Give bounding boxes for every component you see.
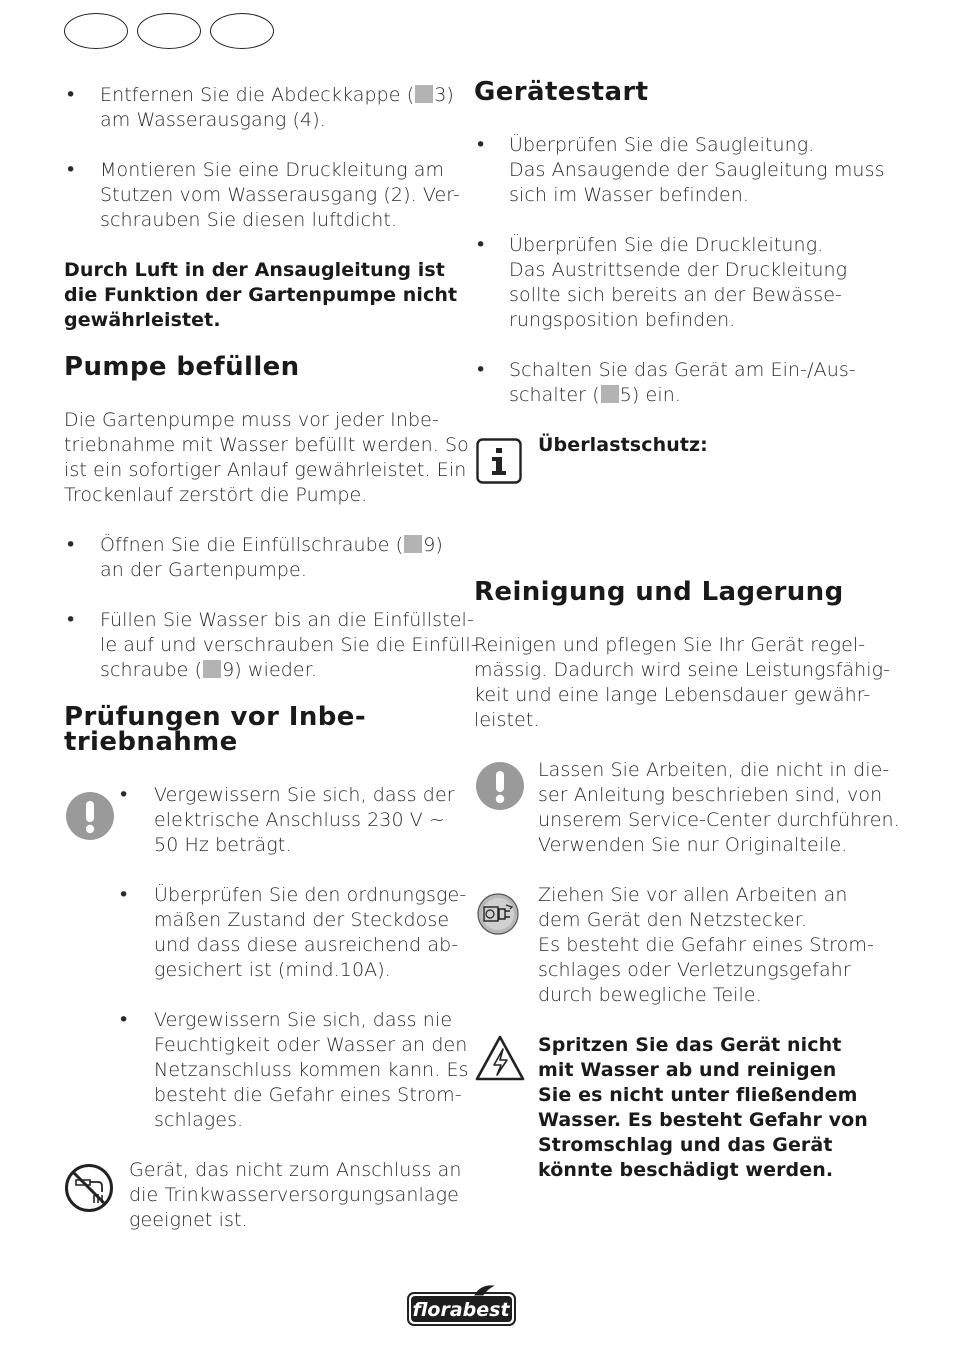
text: ist ein sofortiger Anlauf gewährleistet. Ein: [64, 459, 467, 481]
text: mit Wasser ab und reinigen: [538, 1059, 837, 1081]
text: und dass diese ausreichend ab-: [154, 934, 459, 956]
bullet-fill-water: [100, 608, 478, 683]
overload-protection-label: Überlastschutz:: [538, 434, 708, 456]
bullet-dot: •: [118, 884, 130, 906]
language-oval-2: [137, 13, 201, 49]
figure-ref-box: [601, 385, 619, 403]
text: keit und eine lange Lebensdauer gewähr-: [474, 684, 871, 706]
text: 3): [434, 84, 454, 106]
text: rungsposition befinden.: [509, 309, 736, 331]
text: Wasser. Es besteht Gefahr von: [538, 1109, 868, 1131]
text: Montieren Sie eine Druckleitung am: [100, 159, 445, 181]
text: leistet.: [474, 709, 540, 731]
text: besteht die Gefahr eines Strom-: [154, 1084, 462, 1106]
text: Überprüfen Sie die Druckleitung.: [509, 234, 824, 256]
figure-ref-box: [404, 535, 422, 553]
bullet-moisture: [154, 1008, 469, 1133]
bullet-dot: •: [118, 1009, 130, 1031]
text: Netzanschluss kommen kann. Es: [154, 1059, 469, 1081]
text: schraube (: [100, 659, 203, 681]
text: 5) ein.: [619, 384, 682, 406]
bullet-mount-pressure-line: [100, 158, 460, 233]
language-oval-3: [210, 13, 274, 49]
bullet-dot: •: [475, 359, 487, 381]
text: gesichert ist (mind.10A).: [154, 959, 391, 981]
text: Überprüfen Sie den ordnungsge-: [154, 884, 467, 906]
pumpe-paragraph: [64, 408, 469, 508]
bullet-switch-on: [509, 358, 856, 408]
text: schlages oder Verletzungsgefahr: [538, 959, 851, 981]
text: Reinigen und pflegen Sie Ihr Gerät regel-: [474, 634, 866, 656]
text: Stutzen vom Wasserausgang (2). Ver-: [100, 184, 460, 206]
bullet-dot: •: [475, 234, 487, 256]
text: Sie es nicht unter fließendem: [538, 1084, 858, 1106]
bullet-remove-cap: [100, 83, 454, 133]
text: Schalten Sie das Gerät am Ein-/Aus-: [509, 359, 856, 381]
text: schlages.: [154, 1109, 244, 1131]
text: mäßen Zustand der Steckdose: [154, 909, 450, 931]
figure-ref-box: [203, 660, 221, 678]
text: Entfernen Sie die Abdeckkappe (: [100, 84, 415, 106]
text: die Funktion der Gartenpumpe nicht: [64, 284, 458, 306]
bullet-dot: •: [65, 84, 77, 106]
electric-hazard-icon: [474, 1034, 526, 1082]
text: schrauben Sie diesen luftdicht.: [100, 209, 398, 231]
text: durch bewegliche Teile.: [538, 984, 762, 1006]
text: Durch Luft in der Ansaugleitung ist: [64, 259, 445, 281]
text: Das Austrittsende der Druckleitung: [509, 259, 848, 281]
bold-air-note: [64, 258, 457, 333]
bullet-dot: •: [118, 784, 130, 806]
text: Es besteht die Gefahr eines Strom-: [538, 934, 874, 956]
text: sollte sich bereits an der Bewässe-: [509, 284, 842, 306]
unplug-icon: [477, 893, 519, 935]
language-oval-1: [64, 13, 128, 49]
text: triebnahme mit Wasser befüllt werden. So: [64, 434, 469, 456]
bullet-dot: •: [65, 534, 77, 556]
florabest-logo: [407, 1285, 517, 1327]
exclamation-icon: [66, 792, 114, 840]
text: Vergewissern Sie sich, dass der: [154, 784, 455, 806]
reinigung-paragraph: [474, 633, 890, 733]
bullet-dot: •: [65, 609, 77, 631]
text: Feuchtigkeit oder Wasser an den: [154, 1034, 468, 1056]
unplug-warning: [538, 883, 874, 1008]
text: am Wasserausgang (4).: [100, 109, 326, 131]
bullet-dot: •: [65, 159, 77, 181]
text: dem Gerät den Netzstecker.: [538, 909, 808, 931]
water-spray-warning: [538, 1033, 868, 1183]
text: 9): [423, 534, 443, 556]
exclamation-icon: [476, 762, 524, 810]
text: unserem Service-Center durchführen.: [538, 809, 900, 831]
text: Füllen Sie Wasser bis an die Einfüllstel-: [100, 609, 474, 631]
text: Verwenden Sie nur Originalteile.: [538, 834, 848, 856]
text: geeignet ist.: [129, 1209, 248, 1231]
text: könnte beschädigt werden.: [538, 1159, 834, 1181]
text: Prüfungen vor Inbe-: [64, 702, 367, 732]
text: 9) wieder.: [222, 659, 317, 681]
bullet-check-voltage: [154, 783, 455, 858]
text: Spritzen Sie das Gerät nicht: [538, 1034, 842, 1056]
text: Ziehen Sie vor allen Arbeiten an: [538, 884, 848, 906]
text: die Trinkwasserversorgungsanlage: [129, 1184, 459, 1206]
logo-text: florabest: [412, 1299, 510, 1321]
text: mässig. Dadurch wird seine Leistungsfähig-: [474, 659, 891, 681]
text: Die Gartenpumpe muss vor jeder Inbe-: [64, 409, 439, 431]
text: Trockenlauf zerstört die Pumpe.: [64, 484, 368, 506]
text: schalter (: [509, 384, 600, 406]
bullet-check-socket: [154, 883, 466, 983]
bullet-open-fill-screw: [100, 533, 443, 583]
service-center-warning: [538, 758, 900, 858]
text: le auf und verschrauben Sie die Einfüll-: [100, 634, 478, 656]
heading-pruefungen: [64, 702, 367, 757]
text: an der Gartenpumpe.: [100, 559, 307, 581]
text: Stromschlag und das Gerät: [538, 1134, 833, 1156]
text: Lassen Sie Arbeiten, die nicht in die-: [538, 759, 890, 781]
figure-ref-box: [415, 85, 433, 103]
text: gewährleistet.: [64, 309, 221, 331]
text: Überprüfen Sie die Saugleitung.: [509, 134, 815, 156]
no-drinking-water-icon: [64, 1163, 114, 1213]
bullet-check-suction: [509, 133, 885, 208]
text: Öffnen Sie die Einfüllschraube (: [100, 534, 404, 556]
bullet-check-pressure: [509, 233, 847, 333]
not-for-drinking-water: [129, 1158, 461, 1233]
heading-reinigung: Reinigung und Lagerung: [474, 577, 844, 607]
bullet-dot: •: [475, 134, 487, 156]
heading-geraetestart: Gerätestart: [474, 77, 649, 107]
text: Gerät, das nicht zum Anschluss an: [129, 1159, 462, 1181]
info-icon: [476, 438, 522, 484]
text: elektrische Anschluss 230 V ~: [154, 809, 446, 831]
text: Das Ansaugende der Saugleitung muss: [509, 159, 885, 181]
text: Vergewissern Sie sich, dass nie: [154, 1009, 453, 1031]
text: triebnahme: [64, 727, 238, 757]
text: sich im Wasser befinden.: [509, 184, 750, 206]
text: ser Anleitung beschrieben sind, von: [538, 784, 883, 806]
text: 50 Hz beträgt.: [154, 834, 292, 856]
heading-pumpe-befuellen: Pumpe befüllen: [64, 352, 300, 382]
